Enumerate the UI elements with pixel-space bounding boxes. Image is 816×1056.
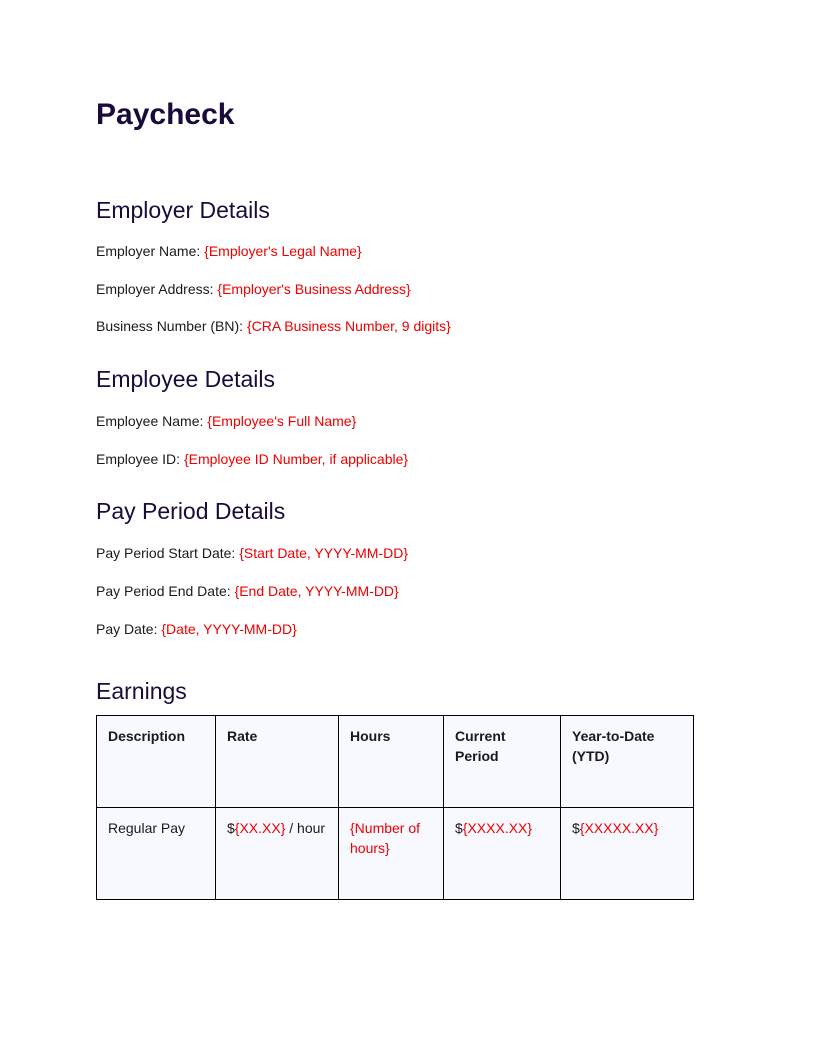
employer-name-field	[96, 242, 362, 260]
employer-address-field	[96, 280, 411, 298]
pay-period-end-value[interactable]: {End Date, YYYY-MM-DD}	[234, 583, 399, 599]
column-header-ytd: Year-to-Date (YTD)	[561, 716, 694, 808]
employee-name-value[interactable]: {Employee's Full Name}	[207, 413, 357, 429]
pay-date-value[interactable]: {Date, YYYY-MM-DD}	[161, 621, 297, 637]
current-value[interactable]: {XXXX.XX}	[462, 820, 533, 836]
employer-details-heading: Employer Details	[96, 197, 270, 223]
rate-value[interactable]: {XX.XX}	[234, 820, 286, 836]
employer-name-value[interactable]: {Employer's Legal Name}	[204, 243, 362, 259]
employee-id-field	[96, 450, 408, 468]
employee-id-label: Employee ID:	[96, 451, 184, 467]
earnings-table	[96, 715, 694, 900]
business-number-value[interactable]: {CRA Business Number, 9 digits}	[246, 318, 451, 334]
column-header-rate: Rate	[216, 716, 339, 808]
table-header-row	[97, 716, 694, 808]
table-row	[97, 808, 694, 900]
pay-period-end-field	[96, 582, 399, 600]
business-number-field	[96, 317, 451, 335]
pay-period-end-label: Pay Period End Date:	[96, 583, 235, 599]
document-title: Paycheck	[96, 98, 235, 131]
business-number-label: Business Number (BN):	[96, 318, 247, 334]
pay-period-start-value[interactable]: {Start Date, YYYY-MM-DD}	[239, 545, 409, 561]
employer-address-value[interactable]: {Employer's Business Address}	[217, 281, 411, 297]
pay-period-start-field	[96, 544, 408, 562]
rate-prefix: $	[227, 820, 235, 836]
pay-period-start-label: Pay Period Start Date:	[96, 545, 240, 561]
pay-date-label: Pay Date:	[96, 621, 162, 637]
employee-id-value[interactable]: {Employee ID Number, if applicable}	[183, 451, 409, 467]
ytd-value[interactable]: {XXXXX.XX}	[579, 820, 659, 836]
hours-value[interactable]: {Number of hours}	[350, 820, 421, 856]
column-header-hours: Hours	[339, 716, 444, 808]
pay-date-field	[96, 620, 297, 638]
cell-hours	[339, 808, 444, 900]
column-header-description: Description	[97, 716, 216, 808]
cell-ytd	[561, 808, 694, 900]
earnings-heading: Earnings	[96, 678, 187, 704]
current-prefix: $	[455, 820, 463, 836]
cell-rate	[216, 808, 339, 900]
rate-suffix: / hour	[285, 820, 326, 836]
ytd-prefix: $	[572, 820, 580, 836]
cell-current-period	[444, 808, 561, 900]
column-header-current-period: Current Period	[444, 716, 561, 808]
employer-address-label: Employer Address:	[96, 281, 218, 297]
employer-name-label: Employer Name:	[96, 243, 205, 259]
employee-details-heading: Employee Details	[96, 366, 275, 392]
employee-name-label: Employee Name:	[96, 413, 208, 429]
pay-period-heading: Pay Period Details	[96, 498, 286, 524]
description-text: Regular Pay	[108, 820, 186, 836]
cell-description	[97, 808, 216, 900]
employee-name-field	[96, 412, 356, 430]
